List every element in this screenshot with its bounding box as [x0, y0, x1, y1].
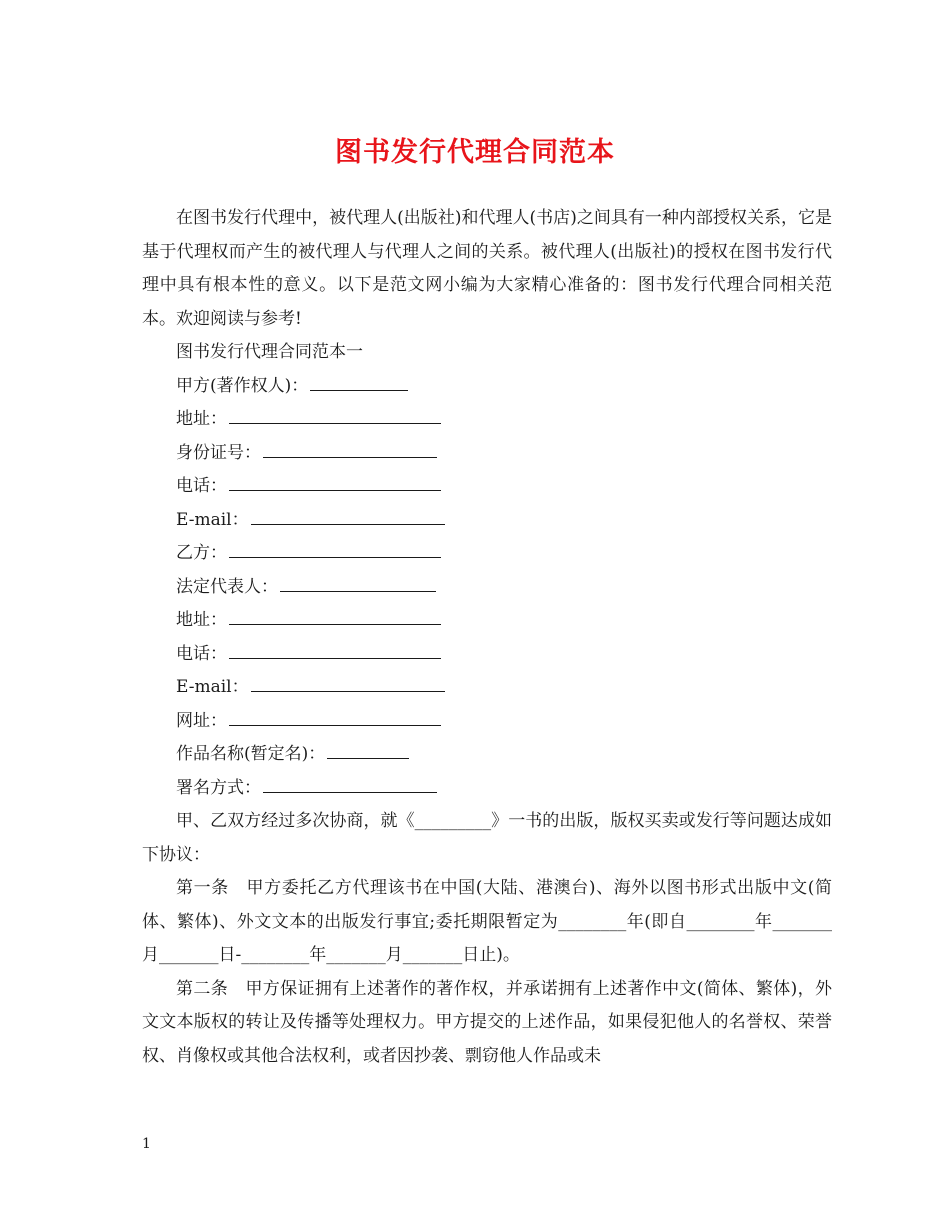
field-label: 电话： — [176, 476, 227, 496]
fill-blank — [229, 640, 441, 659]
fill-blank — [263, 439, 437, 458]
field-party-a-email — [142, 504, 832, 538]
fill-blank — [229, 606, 441, 625]
section-heading: 图书发行代理合同范本一 — [176, 342, 363, 362]
fill-blank — [263, 774, 437, 793]
fill-blank — [310, 372, 408, 391]
field-label: 地址： — [176, 409, 227, 429]
field-label: 电话： — [176, 643, 227, 664]
article-2: 第二条 甲方保证拥有上述著作的著作权，并承诺拥有上述著作中文(简体、繁体)，外文文本版权的转让及传播等处理权力。甲方提交的上述作品，如果侵犯他人的名誉权、荣誉权、肖像权或其他合法权利，或者因抄袭、剽窃他人作品或未 — [142, 978, 832, 1066]
document-title: 图书发行代理合同范本 — [335, 137, 615, 168]
article-1: 第一条 甲方委托乙方代理该书在中国(大陆、港澳台)、海外以图书形式出版中文(简体、繁体)、外文文本的出版发行事宜;委托期限暂定为________年(即自________年_______月_______日-________年_______月_______日止)。 — [142, 878, 832, 965]
fill-blank — [229, 472, 441, 491]
field-party-a-address — [142, 403, 832, 437]
fill-blank — [327, 740, 409, 759]
intro-paragraph: 在图书发行代理中，被代理人(出版社)和代理人(书店)之间具有一种内部授权关系，它是基于代理权而产生的被代理人与代理人之间的关系。被代理人(出版社)的授权在图书发行代理中具有根本性的意义。以下是范文网小编为大家精心准备的：图书发行代理合同相关范本。欢迎阅读与参考! — [142, 208, 832, 329]
field-label: 甲方(著作权人)： — [176, 375, 309, 396]
field-party-b-phone — [142, 638, 832, 672]
field-party-b — [142, 537, 832, 571]
field-legal-representative — [142, 571, 832, 605]
field-label: 作品名称(暂定名)： — [176, 744, 326, 764]
field-website — [142, 705, 832, 739]
field-label: E-mail： — [176, 677, 249, 697]
page-number: 1 — [142, 1136, 151, 1152]
field-party-a — [142, 370, 832, 404]
field-attribution — [142, 772, 832, 806]
field-label: E-mail： — [176, 509, 249, 530]
document-body — [142, 202, 832, 1073]
field-label: 身份证号： — [176, 442, 261, 463]
field-work-title — [142, 738, 832, 772]
field-party-b-address — [142, 604, 832, 638]
fill-blank — [229, 405, 441, 424]
fill-blank — [251, 506, 445, 525]
field-party-a-phone — [142, 470, 832, 504]
fill-blank — [229, 539, 441, 558]
field-label: 署名方式： — [176, 777, 261, 798]
field-id-number — [142, 437, 832, 471]
field-party-b-email — [142, 671, 832, 705]
field-label: 地址： — [176, 610, 227, 630]
fill-blank — [280, 573, 436, 592]
agreement-paragraph: 甲、乙双方经过多次协商，就《_________》一书的出版，版权买卖或发行等问题达成如下协议： — [142, 811, 832, 865]
field-label: 乙方： — [176, 543, 227, 563]
fill-blank — [251, 673, 445, 692]
field-label: 法定代表人： — [176, 576, 278, 597]
fill-blank — [229, 707, 441, 726]
field-label: 网址： — [176, 710, 227, 731]
